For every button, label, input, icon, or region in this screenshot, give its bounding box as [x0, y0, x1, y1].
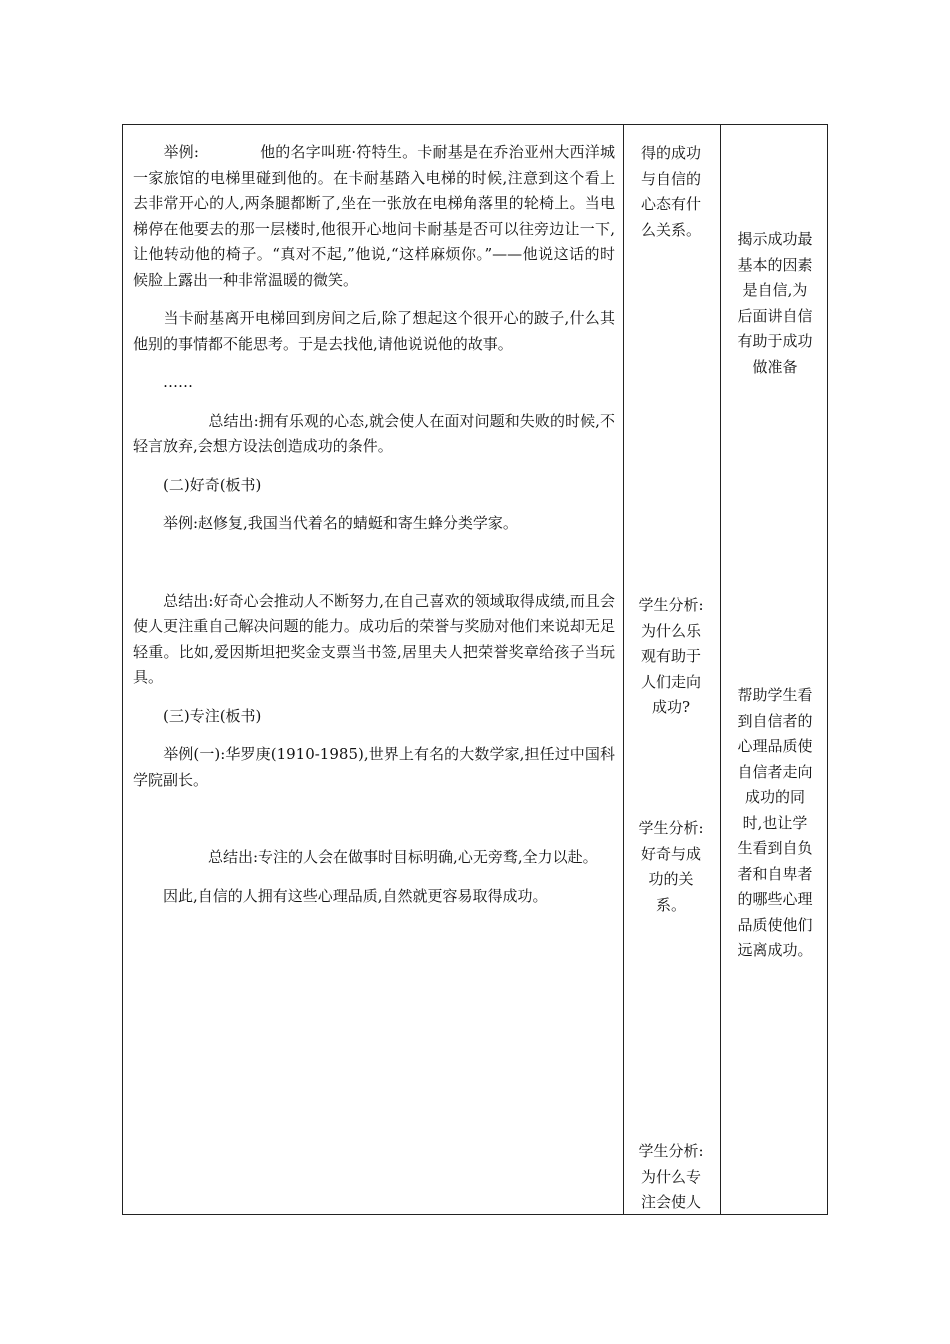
column-divider	[720, 125, 721, 1214]
lesson-plan-table	[122, 124, 828, 1215]
design-intent-block-1: 揭示成功最 基本的因素 是自信,为 后面讲自信 有助于成功 做准备	[737, 230, 813, 376]
column-divider	[623, 125, 624, 1214]
heading-focus: (三)专注(板书)	[133, 706, 262, 725]
design-intent-block-2: 帮助学生看 到自信者的 心理品质使 自信者走向 成功的同 时,也让学 生看到自负 者和自卑者 的哪些心理 品质使他们 远离成功。	[737, 686, 813, 959]
paragraph-carnegie-story: 当卡耐基离开电梯回到房间之后,除了想起这个很开心的跛子,什么其他别的事情都不能思考。于是去找他,请他说说他的故事。	[133, 309, 615, 353]
ellipsis: ……	[133, 373, 194, 391]
example-curiosity: 举例:赵修复,我国当代着名的蜻蜓和寄生蜂分类学家。	[133, 514, 518, 532]
conclusion-paragraph: 因此,自信的人拥有这些心理品质,自然就更容易取得成功。	[133, 886, 548, 905]
example-paragraph-carnegie: 举例: 他的名字叫班·符特生。卡耐基是在乔治亚州大西洋城一家旅馆的电梯里碰到他的。在卡耐基踏入电梯的时候,注意到这个看上去非常开心的人,两条腿都断了,坐在一张放在电梯角落里的轮椅上。当电梯停在他要去的那一层楼时,他很开心地问卡耐基是否可以往旁边让一下,让他转动他的椅子。“真对不起,”他说,“这样麻烦你。”——他说这话的时候脸上露出一种非常温暖的微笑。	[133, 143, 615, 289]
student-activity-block-4: 学生分析: 为什么专 注会使人	[638, 1142, 704, 1211]
summary-optimism: 总结出:拥有乐观的心态,就会使人在面对问题和失败的时候,不轻言放弃,会想方设法创造成功的条件。	[133, 411, 615, 455]
summary-focus: 总结出:专注的人会在做事时目标明确,心无旁骛,全力以赴。	[133, 848, 598, 866]
heading-curiosity: (二)好奇(板书)	[133, 475, 262, 494]
teaching-content-column	[133, 140, 615, 909]
example-focus: 举例(一):华罗庚(1910-1985),世界上有名的大数学家,担任过中国科学院副长。	[133, 745, 615, 789]
student-activity-block-2: 学生分析: 为什么乐 观有助于 人们走向 成功?	[638, 596, 704, 716]
student-activity-block-1: 得的成功 与自信的 心态有什 么关系。	[640, 144, 701, 239]
student-activity-block-3: 学生分析: 好奇与成 功的关 系。	[638, 819, 704, 914]
summary-curiosity: 总结出:好奇心会推动人不断努力,在自己喜欢的领域取得成绩,而且会使人更注重自己解决问题的能力。成功后的荣誉与奖励对他们来说却无足轻重。比如,爱因斯坦把奖金支票当书签,居里夫人把荣誉奖章给孩子当玩具。	[133, 591, 615, 686]
